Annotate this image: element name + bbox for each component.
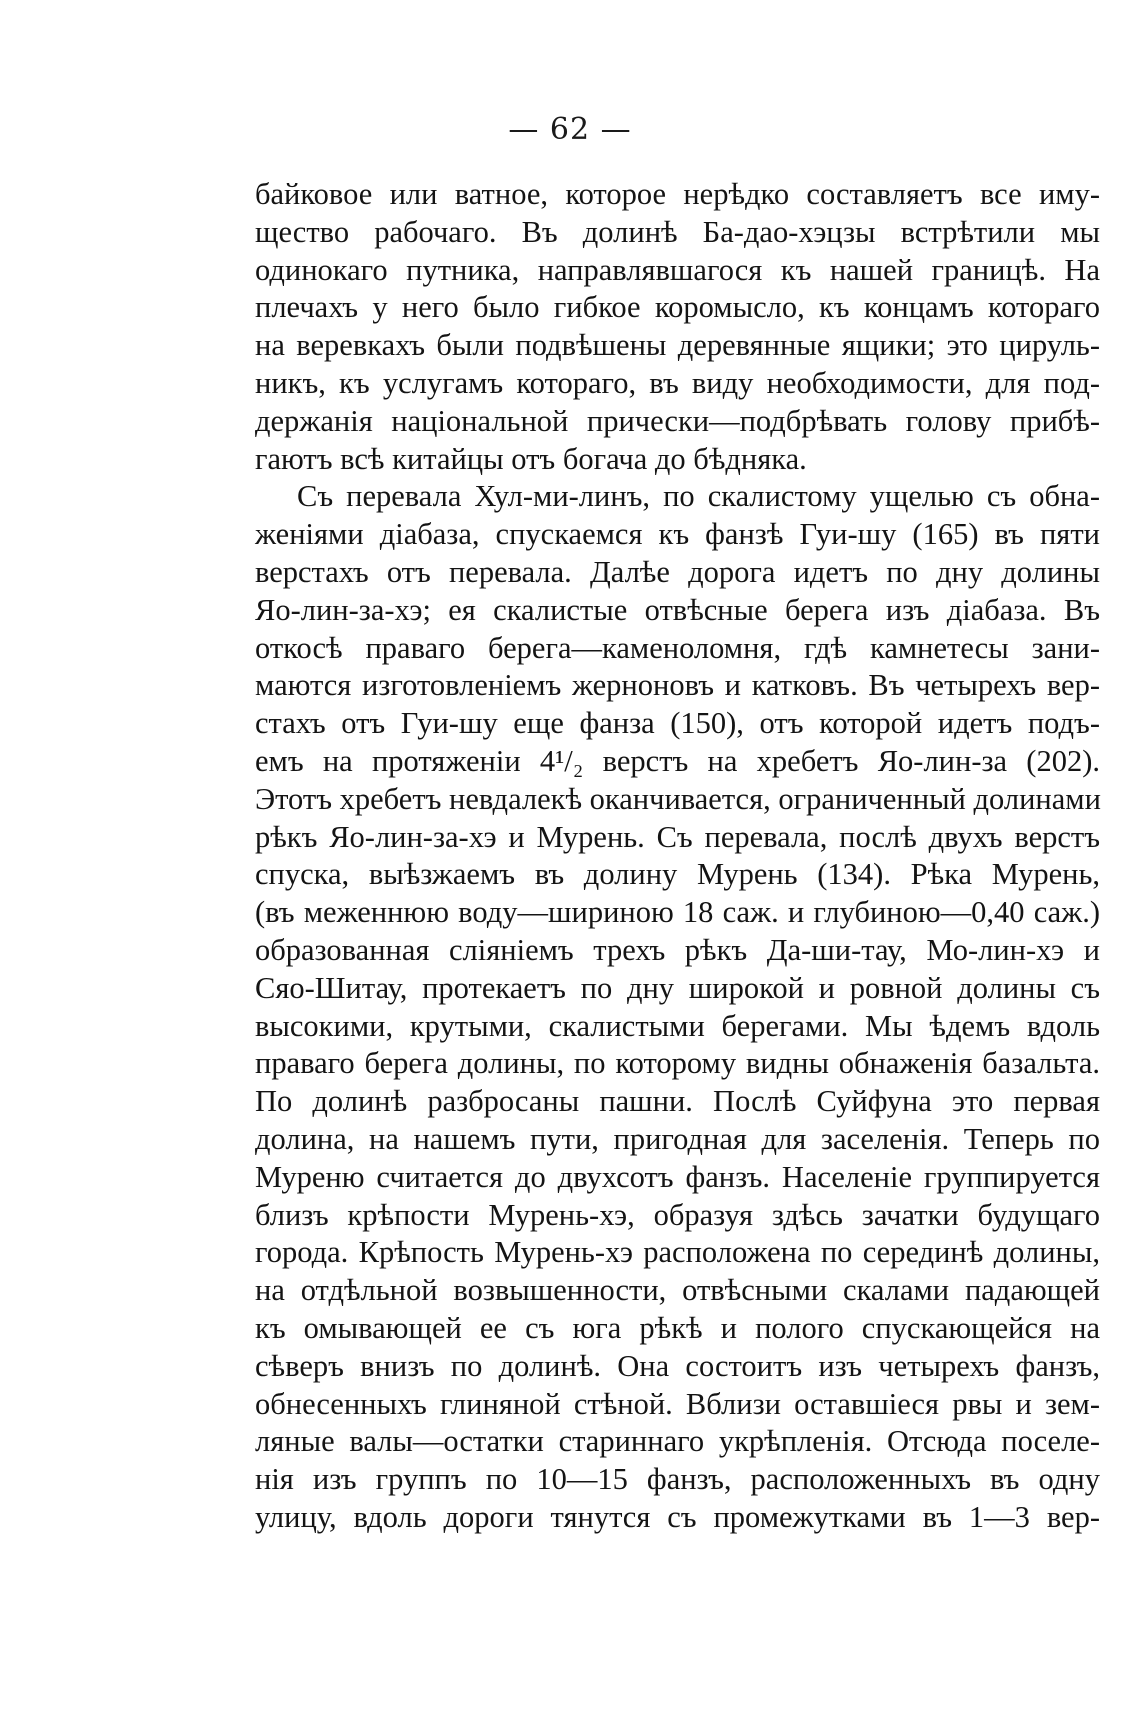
text-line: на отдѣльной возвышенности, отвѣсными скалами падающей [255, 1273, 1100, 1308]
text-line: Съ перевала Хул-ми-линъ, по скалистому ущелью съ обна- [297, 479, 1100, 514]
text-line: (въ меженнюю воду—шириною 18 саж. и глубиною—0,40 саж.) [255, 895, 1100, 930]
text-line: никъ, къ услугамъ котораго, въ виду необходимости, для под- [255, 365, 1100, 400]
text-line: рѣкъ Яо-лин-за-хэ и Мурень. Съ перевала, послѣ двухъ верстъ [255, 819, 1100, 854]
body-text [255, 176, 1100, 1537]
text-line: долина, на нашемъ пути, пригодная для заселенія. Теперь по [255, 1121, 1100, 1156]
text-line: плечахъ у него было гибкое коромысло, къ концамъ котораго [255, 290, 1100, 325]
text-line: По долинѣ разбросаны пашни. Послѣ Суйфуна это первая [255, 1084, 1100, 1119]
text-line: откосѣ праваго берега—каменоломня, гдѣ камнетесы зани- [255, 630, 1100, 665]
text-line: Яо-лин-за-хэ; ея скалистые отвѣсные берега изъ діабаза. Въ [255, 592, 1100, 627]
text-line: спуска, выѣзжаемъ въ долину Мурень (134). Рѣка Мурень, [255, 857, 1100, 892]
text-line: сѣверъ внизъ по долинѣ. Она состоитъ изъ четырехъ фанзъ, [255, 1348, 1100, 1383]
text-line: образованная сліяніемъ трехъ рѣкъ Да-ши-тау, Мо-лин-хэ и [255, 932, 1100, 967]
paragraph-1 [255, 176, 1100, 478]
text-line: близъ крѣпости Мурень-хэ, образуя здѣсь зачатки будущаго [255, 1197, 1100, 1232]
text-line: держанія національной прически—подбрѣвать голову прибѣ- [255, 403, 1100, 438]
text-line: гаютъ всѣ китайцы отъ богача до бѣдняка. [255, 441, 807, 476]
text-line: ляные валы—остатки стариннаго укрѣпленія. Отсюда поселе- [255, 1424, 1100, 1459]
text-line: нія изъ группъ по 10—15 фанзъ, расположенныхъ въ одну [255, 1462, 1100, 1497]
text-line: Муреню считается до двухсотъ фанзъ. Населеніе группируется [255, 1159, 1100, 1194]
text-line: щество рабочаго. Въ долинѣ Ба-дао-хэцзы встрѣтили мы [255, 214, 1100, 249]
text-line: емъ на протяженіи 4¹/₂ верстъ на хребетъ Яо-лин-за (202). [255, 743, 1100, 778]
text-line: улицу, вдоль дороги тянутся съ промежутками въ 1—3 вер- [255, 1499, 1100, 1534]
text-line: одинокаго путника, направлявшагося къ нашей границѣ. На [255, 252, 1100, 287]
text-line: Сяо-Шитау, протекаетъ по дну широкой и ровной долины съ [255, 970, 1100, 1005]
text-line: Этотъ хребетъ невдалекѣ оканчивается, ограниченный долинами [255, 781, 1101, 816]
text-line: стахъ отъ Гуи-шу еще фанза (150), отъ которой идетъ подъ- [255, 706, 1100, 741]
text-line: байковое или ватное, которое нерѣдко составляетъ все иму- [255, 177, 1100, 211]
text-line: верстахъ отъ перевала. Далѣе дорога идетъ по дну долины [255, 554, 1100, 589]
text-line: города. Крѣпость Мурень-хэ расположена по серединѣ долины, [255, 1235, 1100, 1270]
text-line: къ омывающей ее съ юга рѣкѣ и полого спускающейся на [255, 1310, 1100, 1345]
paragraph-2 [255, 478, 1100, 1536]
text-line: маются изготовленіемъ жерноновъ и катковъ. Въ четырехъ вер- [255, 668, 1100, 703]
text-line: обнесенныхъ глиняной стѣной. Вблизи оставшіеся рвы и зем- [255, 1386, 1100, 1421]
text-line: высокими, крутыми, скалистыми берегами. Мы ѣдемъ вдоль [255, 1008, 1100, 1043]
text-line: женіями діабаза, спускаемся къ фанзѣ Гуи-шу (165) въ пяти [255, 517, 1100, 552]
page-number: — 62 — [508, 112, 632, 147]
text-line: праваго берега долины, по которому видны обнаженія базальта. [255, 1046, 1100, 1081]
text-line: на веревкахъ были подвѣшены деревянные ящики; это цируль- [255, 328, 1100, 363]
